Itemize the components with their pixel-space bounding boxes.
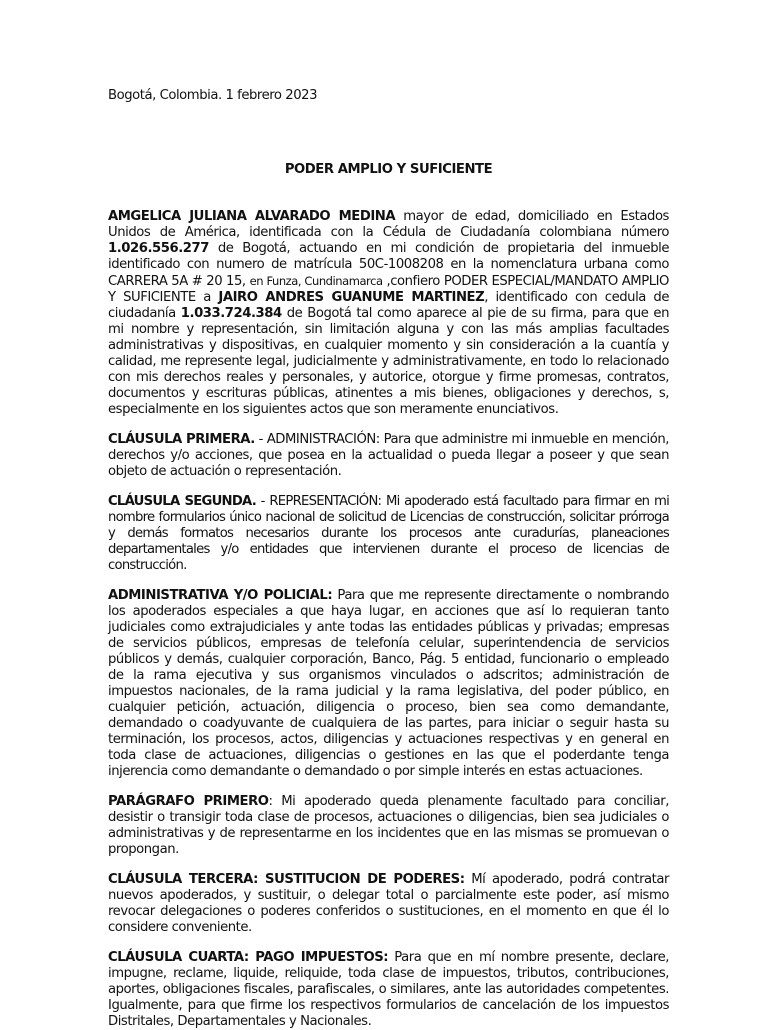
intro-location: en Funza, Cundinamarca [249, 274, 383, 288]
intro-text-2: de Bogotá, actuando en mi condición de propietaria del inmueble identificado con numero de matrícula 50C-1008208 en la nomenclatura urbana como CARRERA 5A # 20 15, [108, 241, 669, 289]
administrativa-text: Para que me represente directamente o nombrando los apoderados especiales a que haya lugar, en acciones que así lo requieran tanto judiciales como extrajudiciales y ante todas las entidades públicas y privadas; empresas de servicios públicos, empresas de telefonía celular, superintendencia de servicios públicos y demás, cualquier corporación, Banco, Pág. 5 entidad, funcionario o empleado de la rama ejecutiva y sus organismos vinculados o adscritos; administración de impuestos nacionales, de la rama judicial y la rama legislativa, del poder público, en cualquier petición, actuación, diligencia o proceso, bien sea como demandante, demandado o coadyuvante de cualquiera de las partes, para iniciar o seguir hasta su terminación, los procesos, actos, diligencias y actuaciones respectivas y en general en toda clase de actuaciones, diligencias o gestiones en las que el poderdante tenga injerencia como demandante o demandado o por simple interés en estas actuaciones. [108, 588, 670, 779]
document-title: PODER AMPLIO Y SUFICIENTE [284, 162, 493, 177]
intro-text-4: , identificado con cedula de ciudadanía [108, 290, 669, 321]
paragrafo-primero-text: : Mi apoderado queda plenamente facultado para conciliar, desistir o transigir toda clase de procesos, actuaciones o diligencias, bien sea judiciales o administrativas y de representarme en los incidentes que en las mismas se promuevan o propongan. [108, 794, 669, 857]
clausula-tercera-heading: CLÁUSULA TERCERA: SUSTITUCION DE PODERES: [108, 872, 465, 887]
paragrafo-primero [108, 794, 669, 858]
clausula-segunda-heading: CLÁUSULA SEGUNDA. [108, 494, 256, 509]
agent-name: JAIRO ANDRES GUANUME MARTINEZ [218, 290, 485, 305]
clausula-primera [108, 432, 669, 480]
paragrafo-primero-heading: PARÁGRAFO PRIMERO [108, 794, 269, 809]
clausula-tercera-text: Mí apoderado, podrá contratar nuevos apoderados, y sustituir, o delegar total o parcialmente este poder, así mismo revocar delegaciones o poderes conferidos o sustituciones, en el momento en que él lo considere conveniente. [108, 872, 669, 935]
clausula-segunda-text: - REPRESENTACIÓN: Mi apoderado está facultado para firmar en mi nombre formularios único nacional de solicitud de Licencias de construcción, solicitar prórroga y demás formatos necesarios durante los procesos ante curadurías, planeaciones departamentales y/o entidades que intervienen durante el proceso de licencias de construcción. [108, 494, 669, 573]
administrativa-policial [108, 588, 669, 780]
intro-text-1: mayor de edad, domiciliado en Estados Unidos de América, identificada con la Cédula de Ciudadanía colombiana número [108, 209, 669, 240]
clausula-cuarta-text: Para que en mí nombre presente, declare, impugne, reclame, liquide, reliquide, toda clase de impuestos, tributos, contribuciones, aportes, obligaciones fiscales, parafiscales, o similares, ante las autoridades competentes. Igualmente, para que firme los respectivos formularios de cancelación de los impuestos Distritales, Departamentales y Nacionales. [108, 950, 669, 1029]
dateline: Bogotá, Colombia. 1 febrero 2023 [108, 88, 318, 103]
grantor-id-number: 1.026.556.277 [108, 241, 209, 256]
clausula-cuarta-heading: CLÁUSULA CUARTA: PAGO IMPUESTOS: [108, 950, 389, 965]
administrativa-heading: ADMINISTRATIVA Y/O POLICIAL: [108, 588, 333, 603]
clausula-cuarta [108, 950, 669, 1030]
clausula-primera-text: - ADMINISTRACIÓN: Para que administre mi inmueble en mención, derechos y/o acciones, que posea en la actualidad o pueda llegar a poseer y que sean objeto de actuación o representación. [108, 432, 669, 479]
clausula-primera-heading: CLÁUSULA PRIMERA. [108, 432, 255, 447]
grantor-name: AMGELICA JULIANA ALVARADO MEDINA [108, 209, 396, 224]
intro-text-3: ,confiero PODER ESPECIAL/MANDATO AMPLIO Y SUFICIENTE a [108, 274, 669, 305]
agent-id-number: 1.033.724.384 [180, 306, 282, 321]
clausula-segunda [108, 494, 669, 574]
clausula-tercera [108, 872, 669, 936]
intro-paragraph [108, 209, 669, 418]
intro-text-5: de Bogotá tal como aparece al pie de su firma, para que en mi nombre y representación, sin limitación alguna y con las más amplias facultades administrativas y dispositivas, en cualquier momento y sin consideración a la cuantía y calidad, me represente legal, judicialmente y administrativamente, en todo lo relacionado con mis derechos reales y personales, y autorice, otorgue y firme promesas, contratos, documentos y escrituras públicas, atinentes a mis bienes, obligaciones y derechos, s, especialmente en los siguientes actos que son meramente enunciativos. [108, 306, 669, 417]
